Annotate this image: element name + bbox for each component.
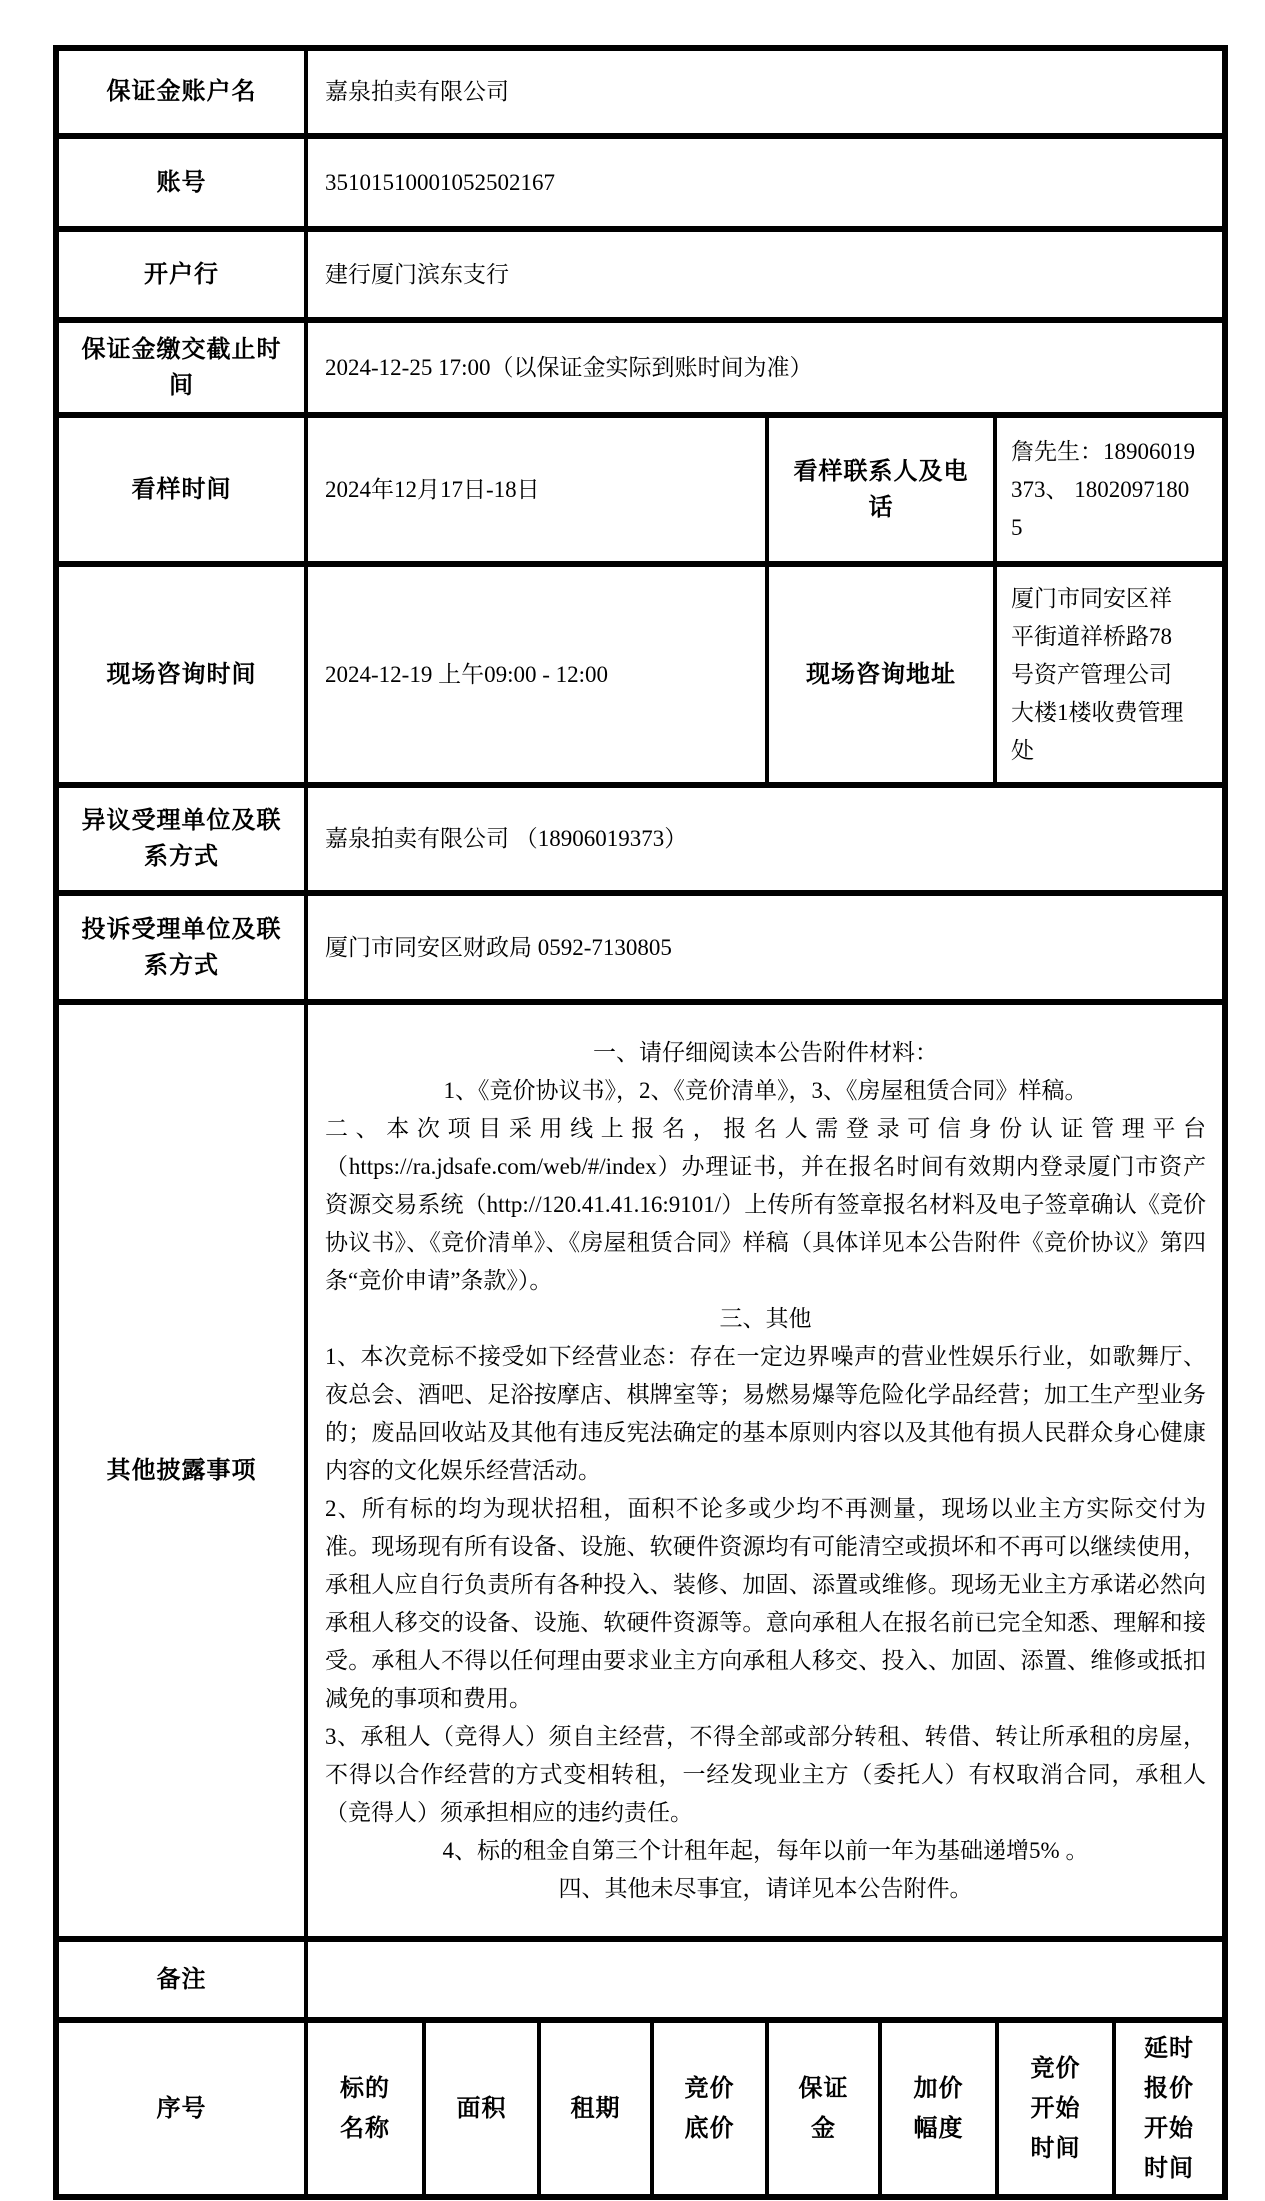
auction-notice-table	[53, 45, 1228, 2200]
disclosure-paragraph: 4、标的租金自第三个计租年起，每年以前一年为基础递增5% 。	[442, 1837, 1089, 1863]
disclosure-paragraph: 1、本次竞标不接受如下经营业态：存在一定边界噪声的营业性娱乐行业，如歌舞厅、夜总会、酒吧、足浴按摩店、棋牌室等；易燃易爆等危险化学品经营；加工生产型业务的；废品回收站及其他有违反宪法确定的基本原则内容以及其他有损人民群众身心健康内容的文化娱乐经营活动。	[325, 1343, 1206, 1483]
consult-address-value	[993, 567, 1222, 782]
table-row	[59, 890, 1222, 999]
table-row	[59, 561, 1222, 782]
consult-time-label	[59, 567, 304, 782]
table-row	[59, 317, 1222, 412]
complaint-unit-label	[59, 896, 304, 999]
label-text: 保证金账户名	[106, 79, 257, 105]
col-serial-number	[59, 2023, 304, 2194]
col-bid-start-time	[995, 2023, 1112, 2194]
table-row	[59, 1936, 1222, 2017]
deposit-account-name-value: 嘉泉拍卖有限公司	[304, 51, 1222, 133]
deposit-deadline-value: 2024-12-25 17:00（以保证金实际到账时间为准）	[304, 323, 1222, 412]
label-text: 开户行	[144, 261, 219, 288]
col-area	[422, 2023, 537, 2194]
consult-time-value: 2024-12-19 上午09:00 - 12:00	[304, 567, 765, 782]
label-text: 账号	[156, 169, 207, 196]
table-row	[59, 226, 1222, 317]
account-number-value: 35101510001052502167	[304, 139, 1222, 226]
label-text: 投诉受理单位及联系方式	[81, 916, 282, 979]
disclosure-paragraph: 2、所有标的均为现状招租，面积不论多或少均不再测量，现场以业主方实际交付为准。现场现有所有设备、设施、软硬件资源均有可能清空或损坏和不再可以继续使用，承租人应自行负责所有各种投入、装修、加固、添置或维修。现场无业主方承诺必然向承租人移交的设备、设施、软硬件资源等。意向承租人在报名前已完全知悉、理解和接受。承租人不得以任何理由要求业主方向承租人移交、投入、加固、添置、维修或抵扣减免的事项和费用。	[325, 1495, 1206, 1711]
disclosure-paragraph: 二、本次项目采用线上报名，报名人需登录可信身份认证管理平台（https://ra.jdsafe.com/web/#/index）办理证书，并在报名时间有效期内登录厦门市资产资源交易系统（http://120.41.41.16:9101/）上传所有签章报名材料及电子签章确认《竞价协议书》、《竞价清单》、《房屋租赁合同》样稿（具体详见本公告附件《竞价协议》第四条“竞价申请”条款》）。	[325, 1115, 1206, 1293]
header-text: 加价幅度	[913, 2075, 964, 2142]
bank-branch-value: 建行厦门滨东支行	[304, 232, 1222, 317]
contact-phone-text: 詹先生：18906019373、 18020971805	[1011, 438, 1195, 540]
address-text: 厦门市同安区祥平街道祥桥路78号资产管理公司大楼1楼收费管理处	[1011, 585, 1184, 763]
header-text: 竞价底价	[684, 2075, 735, 2142]
label-text: 其他披露事项	[106, 1457, 257, 1484]
lot-header-row	[59, 2017, 1222, 2194]
label-text: 现场咨询地址	[806, 661, 956, 688]
label-text: 备注	[156, 1966, 207, 1993]
objection-unit-value: 嘉泉拍卖有限公司 （18906019373）	[304, 788, 1222, 890]
header-text: 保证金	[798, 2075, 849, 2142]
col-lease-term	[537, 2023, 650, 2194]
disclosure-paragraph: 3、承租人（竞得人）须自主经营，不得全部或部分转租、转借、转让所承租的房屋，不得以合作经营的方式变相转租，一经发现业主方（委托人）有权取消合同，承租人（竞得人）须承担相应的违约责任。	[325, 1723, 1206, 1825]
remarks-label	[59, 1942, 304, 2017]
header-text: 租期	[570, 2095, 621, 2122]
consult-address-label	[765, 567, 993, 782]
col-subject-name	[304, 2023, 422, 2194]
header-text: 延时报价开始时间	[1143, 2035, 1194, 2182]
col-delayed-bid-start-time	[1112, 2023, 1222, 2194]
bank-branch-label	[59, 232, 304, 317]
header-text: 序号	[156, 2095, 207, 2122]
label-text: 异议受理单位及联系方式	[81, 808, 282, 870]
label-text: 保证金缴交截止时间	[81, 336, 282, 399]
disclosure-paragraph: 四、其他未尽事宜，请详见本公告附件。	[558, 1875, 973, 1901]
deposit-account-name-label	[59, 51, 304, 133]
table-row	[59, 999, 1222, 1936]
viewing-time-label	[59, 418, 304, 561]
table-row	[59, 782, 1222, 890]
disclosure-paragraph: 三、其他	[719, 1305, 812, 1331]
label-text: 看样时间	[131, 476, 232, 503]
disclosure-paragraph: 1、《竞价协议书》，2、《竞价清单》，3、《房屋租赁合同》样稿。	[443, 1077, 1088, 1103]
header-text: 面积	[456, 2095, 507, 2122]
header-text: 竞价开始时间	[1030, 2055, 1081, 2162]
viewing-contact-label	[765, 418, 993, 561]
table-row	[59, 51, 1222, 133]
other-disclosures-label	[59, 1005, 304, 1936]
header-text: 标的名称	[339, 2075, 390, 2142]
viewing-time-value: 2024年12月17日-18日	[304, 418, 765, 561]
disclosure-paragraph: 一、请仔细阅读本公告附件材料：	[593, 1039, 938, 1065]
account-number-label	[59, 139, 304, 226]
remarks-value	[304, 1942, 1222, 2017]
other-disclosures-content	[304, 1005, 1222, 1936]
col-deposit	[765, 2023, 878, 2194]
complaint-unit-value: 厦门市同安区财政局 0592-7130805	[304, 896, 1222, 999]
viewing-contact-value	[993, 418, 1222, 561]
deposit-deadline-label	[59, 323, 304, 412]
label-text: 现场咨询时间	[106, 661, 257, 688]
label-text: 看样联系人及电话	[793, 458, 969, 521]
table-row	[59, 133, 1222, 226]
col-floor-price	[650, 2023, 765, 2194]
objection-unit-label	[59, 788, 304, 890]
col-increment	[878, 2023, 995, 2194]
table-row	[59, 412, 1222, 561]
